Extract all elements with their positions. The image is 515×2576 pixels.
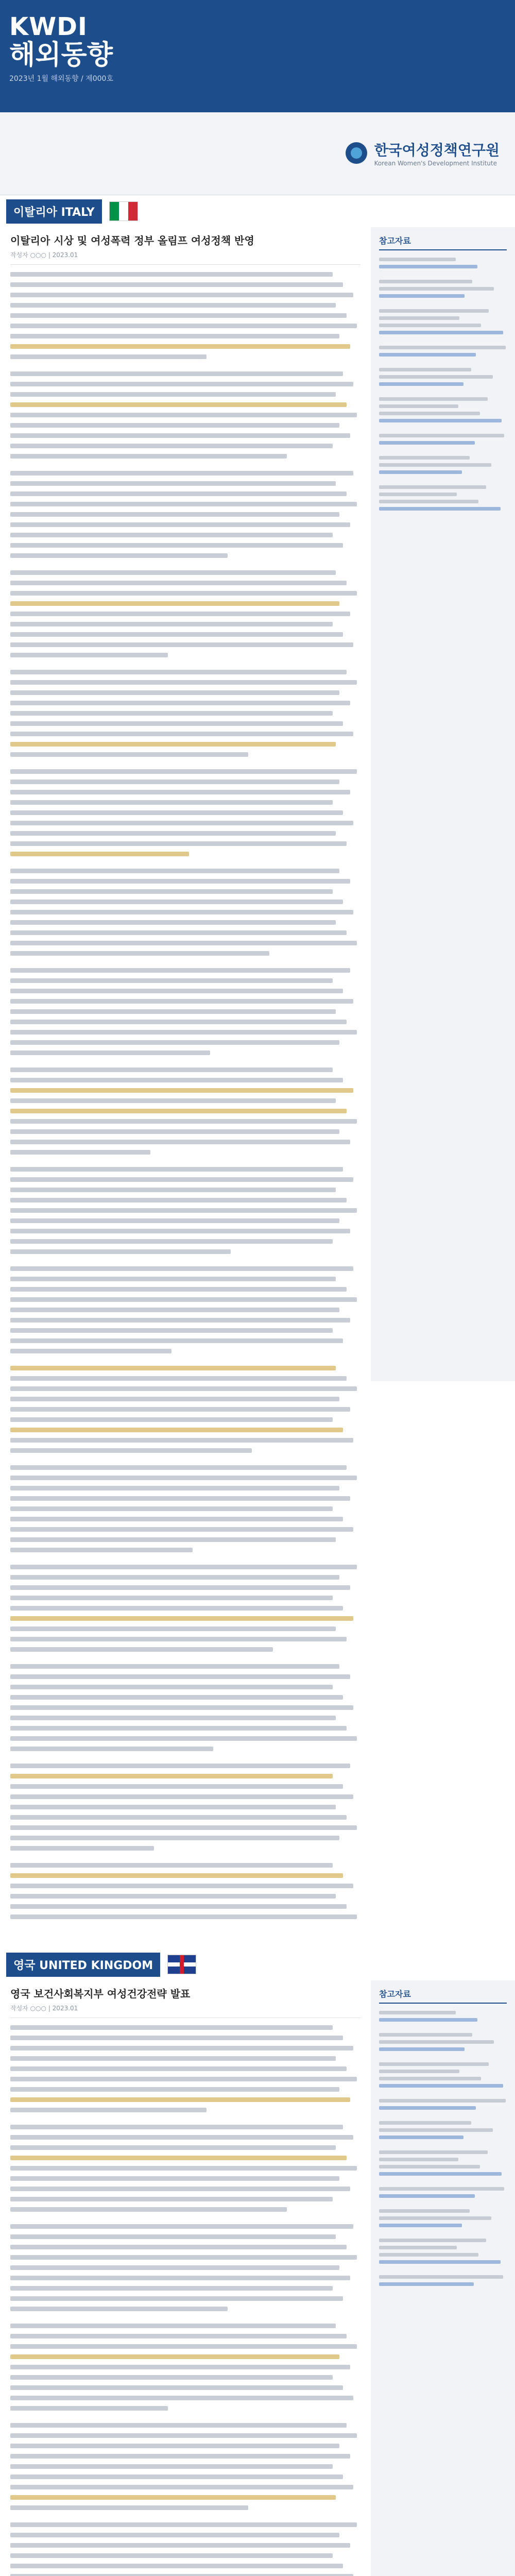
text-line <box>10 1815 347 1820</box>
reference-item[interactable] <box>379 2275 507 2286</box>
text-line <box>10 941 357 945</box>
text-line <box>10 1218 339 1223</box>
reference-item[interactable] <box>379 2062 507 2088</box>
country-label: 영국 UNITED KINGDOM <box>6 1953 160 1977</box>
text-line <box>10 1098 336 1103</box>
sidebar <box>371 1980 515 2576</box>
text-line <box>10 1386 357 1391</box>
text-line <box>10 1884 353 1888</box>
text-line <box>10 601 339 606</box>
reference-item[interactable] <box>379 2150 507 2176</box>
text-line <box>10 1527 353 1532</box>
text-line <box>10 1078 343 1082</box>
text-line <box>10 1150 150 1155</box>
text-line <box>10 1376 347 1381</box>
text-line <box>10 879 350 884</box>
brand-top: KWDI <box>9 12 88 41</box>
text-line <box>10 454 287 459</box>
text-line <box>10 1366 336 1370</box>
text-line <box>10 2522 357 2527</box>
reference-item[interactable] <box>379 309 507 334</box>
section-head <box>0 195 515 227</box>
text-line <box>10 732 353 736</box>
text-line <box>10 2495 336 2500</box>
text-line <box>10 481 336 486</box>
text-line <box>10 1229 350 1233</box>
article-meta: 작성자 ○○○ | 2023.01 <box>10 2004 360 2018</box>
text-line <box>10 1726 347 1731</box>
text-line <box>10 1606 343 1611</box>
text-line <box>10 831 336 836</box>
uk-flag-icon <box>167 1955 196 1974</box>
text-line <box>10 1407 350 1412</box>
text-line <box>10 1764 350 1768</box>
text-line <box>10 2324 336 2328</box>
text-line <box>10 2375 333 2380</box>
text-line <box>10 1486 339 1490</box>
reference-item[interactable] <box>379 2121 507 2139</box>
text-line <box>10 2036 343 2040</box>
reference-item[interactable] <box>379 346 507 357</box>
text-line <box>10 1736 357 1741</box>
reference-item[interactable] <box>379 2033 507 2051</box>
text-line <box>10 1894 336 1899</box>
text-line <box>10 2125 343 2129</box>
article-body <box>10 272 360 1919</box>
text-line <box>10 2365 350 2369</box>
text-line <box>10 742 336 747</box>
institute-sub: Korean Women's Development Institute <box>374 160 497 167</box>
text-line <box>10 869 339 873</box>
text-line <box>10 2564 343 2568</box>
text-line <box>10 2553 333 2558</box>
text-line <box>10 1716 336 1720</box>
text-line <box>10 1846 154 1851</box>
text-line <box>10 1177 353 1182</box>
text-line <box>10 2454 350 2459</box>
text-line <box>10 1517 343 1521</box>
text-line <box>10 1198 347 1202</box>
text-line <box>10 1548 193 1552</box>
text-line <box>10 2087 339 2092</box>
text-line <box>10 2475 343 2479</box>
text-line <box>10 354 207 359</box>
text-line <box>10 1664 339 1669</box>
text-line <box>10 471 353 476</box>
text-line <box>10 2307 228 2311</box>
page-header <box>0 0 515 112</box>
text-line <box>10 2423 347 2428</box>
text-line <box>10 1318 350 1323</box>
reference-item[interactable] <box>379 2099 507 2110</box>
text-line <box>10 852 189 856</box>
text-line <box>10 334 339 338</box>
text-line <box>10 2265 339 2270</box>
institute-name: 한국여성정책연구원 <box>374 142 500 159</box>
text-line <box>10 930 347 935</box>
text-line <box>10 1067 333 1072</box>
text-line <box>10 821 353 825</box>
text-line <box>10 423 339 428</box>
text-line <box>10 2135 353 2140</box>
text-line <box>10 1784 343 1789</box>
text-line <box>10 2344 357 2349</box>
text-line <box>10 1287 347 1292</box>
text-line <box>10 1040 339 1045</box>
text-line <box>10 1129 339 1134</box>
text-line <box>10 591 357 596</box>
text-line <box>10 1596 333 1600</box>
text-line <box>10 2197 333 2201</box>
text-line <box>10 1565 357 1569</box>
text-line <box>10 1685 333 1689</box>
text-line <box>10 2097 350 2102</box>
text-line <box>10 1188 336 1192</box>
text-line <box>10 2176 339 2181</box>
text-line <box>10 670 347 674</box>
text-line <box>10 2025 333 2030</box>
text-line <box>10 2334 347 2338</box>
text-line <box>10 1506 333 1511</box>
text-line <box>10 711 333 716</box>
text-line <box>10 522 350 527</box>
text-line <box>10 1695 343 1700</box>
text-line <box>10 344 350 349</box>
text-line <box>10 1030 357 1035</box>
sidebar-title: 참고자료 <box>379 1988 507 2004</box>
sidebar-title: 참고자료 <box>379 234 507 250</box>
text-line <box>10 2276 350 2280</box>
italy-flag-icon <box>109 201 138 221</box>
section-uk <box>0 1948 515 2576</box>
text-line <box>10 1119 357 1124</box>
text-line <box>10 978 333 983</box>
text-line <box>10 989 343 993</box>
text-line <box>10 433 350 438</box>
text-line <box>10 1836 339 1840</box>
text-line <box>10 1308 339 1312</box>
text-line <box>10 1438 353 1443</box>
text-line <box>10 1904 347 1909</box>
text-line <box>10 2207 287 2212</box>
text-line <box>10 1428 343 1432</box>
text-line <box>10 810 343 815</box>
text-line <box>10 889 333 894</box>
reference-item[interactable] <box>379 2187 507 2198</box>
institute-logo <box>346 139 500 167</box>
text-line <box>10 402 347 407</box>
text-line <box>10 2406 168 2411</box>
text-line <box>10 2108 207 2112</box>
text-line <box>10 2255 357 2260</box>
text-line <box>10 502 357 506</box>
text-line <box>10 2385 343 2390</box>
text-line <box>10 1349 171 1353</box>
text-line <box>10 968 350 973</box>
text-line <box>10 1637 347 1641</box>
text-line <box>10 779 339 784</box>
text-line <box>10 1465 347 1470</box>
article-title: 영국 보건사회복지부 여성건강전략 발표 <box>10 1988 191 2000</box>
text-line <box>10 2286 333 2291</box>
text-line <box>10 2574 353 2576</box>
section-italy <box>0 195 515 1935</box>
text-line <box>10 1448 252 1453</box>
text-line <box>10 632 343 637</box>
institute-strip <box>0 112 515 195</box>
text-line <box>10 1239 333 1244</box>
text-line <box>10 790 350 794</box>
text-line <box>10 2145 336 2150</box>
text-line <box>10 533 333 537</box>
text-line <box>10 900 343 904</box>
article-main <box>0 1980 371 2576</box>
sidebar <box>371 227 515 1381</box>
text-line <box>10 2224 353 2229</box>
text-line <box>10 1914 357 1919</box>
text-line <box>10 999 353 1004</box>
text-line <box>10 1575 339 1580</box>
text-line <box>10 1863 333 1868</box>
text-line <box>10 570 336 575</box>
text-line <box>10 1873 343 1878</box>
text-line <box>10 2187 350 2191</box>
text-line <box>10 1088 353 1093</box>
text-line <box>10 680 357 685</box>
text-line <box>10 1747 213 1751</box>
text-line <box>10 512 339 517</box>
text-line <box>10 1417 333 1422</box>
text-line <box>10 1338 343 1343</box>
text-line <box>10 2543 350 2548</box>
text-line <box>10 910 353 914</box>
text-line <box>10 2296 343 2301</box>
text-line <box>10 303 336 308</box>
text-line <box>10 1537 336 1542</box>
text-line <box>10 2485 353 2489</box>
text-line <box>10 371 343 376</box>
text-line <box>10 2444 339 2448</box>
text-line <box>10 1297 357 1302</box>
text-line <box>10 1616 353 1621</box>
reference-item[interactable] <box>379 397 507 422</box>
text-line <box>10 2433 357 2438</box>
brand-main: 해외동향 <box>9 40 113 71</box>
text-line <box>10 1805 336 1809</box>
text-line <box>10 1020 347 1024</box>
text-line <box>10 1774 333 1778</box>
text-line <box>10 1397 339 1401</box>
text-line <box>10 2533 339 2537</box>
text-line <box>10 653 168 657</box>
text-line <box>10 701 350 705</box>
text-line <box>10 2464 333 2469</box>
text-line <box>10 769 357 774</box>
text-line <box>10 1140 350 1144</box>
text-line <box>10 841 347 846</box>
text-line <box>10 543 343 548</box>
article-body <box>10 2025 360 2576</box>
text-line <box>10 1328 333 1333</box>
article-title: 이탈리아 시상 및 여성폭력 정부 올림프 여성정책 반영 <box>10 234 254 247</box>
text-line <box>10 2245 347 2249</box>
article-meta: 작성자 ○○○ | 2023.01 <box>10 250 360 265</box>
text-line <box>10 1009 336 1014</box>
text-line <box>10 1050 210 1055</box>
text-line <box>10 2066 347 2071</box>
text-line <box>10 1249 231 1254</box>
brand-sub: 2023년 1월 해외동향 / 제000호 <box>9 75 113 83</box>
text-line <box>10 1705 353 1710</box>
brand-logo <box>9 13 113 83</box>
text-line <box>10 1208 357 1213</box>
country-label: 이탈리아 ITALY <box>6 199 102 224</box>
text-line <box>10 1626 336 1631</box>
text-line <box>10 1167 343 1172</box>
text-line <box>10 2234 336 2239</box>
text-line <box>10 2166 357 2171</box>
text-line <box>10 324 357 328</box>
text-line <box>10 2046 353 2050</box>
text-line <box>10 382 353 386</box>
text-line <box>10 721 343 726</box>
text-line <box>10 392 336 397</box>
text-line <box>10 2056 336 2061</box>
text-line <box>10 313 347 318</box>
reference-item[interactable] <box>379 456 507 474</box>
text-line <box>10 282 343 287</box>
article-main <box>0 227 371 1935</box>
text-line <box>10 2354 339 2359</box>
text-line <box>10 1266 353 1271</box>
text-line <box>10 951 269 956</box>
text-line <box>10 1647 273 1652</box>
section-head <box>0 1948 515 1980</box>
text-line <box>10 1585 350 1590</box>
text-line <box>10 2505 248 2510</box>
text-line <box>10 413 357 417</box>
text-line <box>10 444 333 448</box>
text-line <box>10 622 333 626</box>
text-line <box>10 272 333 277</box>
text-line <box>10 1674 350 1679</box>
text-line <box>10 2396 353 2400</box>
reference-item[interactable] <box>379 434 507 445</box>
text-line <box>10 1496 350 1501</box>
reference-item[interactable] <box>379 368 507 386</box>
text-line <box>10 920 336 925</box>
text-line <box>10 2156 347 2160</box>
text-line <box>10 1825 357 1830</box>
reference-item[interactable] <box>379 485 507 511</box>
text-line <box>10 2077 357 2081</box>
text-line <box>10 581 347 585</box>
text-line <box>10 1277 336 1281</box>
text-line <box>10 690 339 695</box>
text-line <box>10 1109 347 1113</box>
text-line <box>10 1476 357 1480</box>
text-line <box>10 1794 353 1799</box>
text-line <box>10 492 347 496</box>
reference-item[interactable] <box>379 2239 507 2264</box>
text-line <box>10 553 228 558</box>
reference-item[interactable] <box>379 2011 507 2022</box>
reference-item[interactable] <box>379 280 507 298</box>
institute-emblem-icon <box>346 142 367 164</box>
text-line <box>10 800 333 805</box>
text-line <box>10 642 353 647</box>
text-line <box>10 752 248 757</box>
text-line <box>10 612 350 616</box>
reference-item[interactable] <box>379 258 507 268</box>
text-line <box>10 293 353 297</box>
reference-item[interactable] <box>379 2209 507 2227</box>
